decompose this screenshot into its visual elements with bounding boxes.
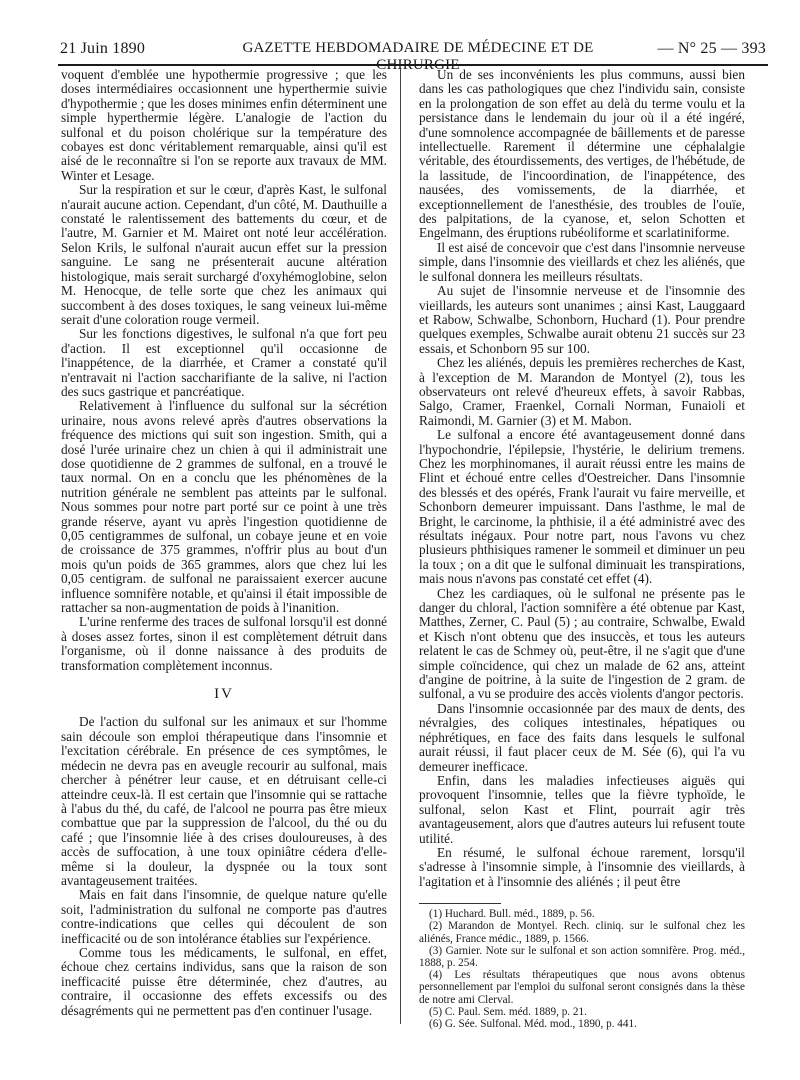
issue-date: 21 Juin 1890	[60, 40, 146, 57]
paragraph: L'urine renferme des traces de sulfonal lorsqu'il est donné à doses assez fortes, sinon il est complètement détruit dans l'organisme, où il donne naissance à des produits de transformation complètement inconnus.	[61, 614, 387, 673]
footnote-rule	[419, 903, 501, 904]
paragraph: Dans l'insomnie occasionnée par des maux de dents, des névralgies, des coliques intestinales, hépatiques ou néphrétiques, en face des faits dans lesquels le sulfonal aurait réussi, il faut placer ceux de M. Sée (6), qui l'a vu demeurer inefficace.	[419, 700, 745, 774]
paragraph: Relativement à l'influence du sulfonal sur la sécrétion urinaire, nous avons relevé après d'autres observations la fréquence des mictions qui suit son ingestion. Smith, qui a dosé l'urée urinaire chez un chien à qui il administrait une dose quotidienne de 2 grammes de sulfonal, en a trouvé le taux normal. On en a conclu que les phénomènes de la nutrition générale ne semblent pas atteints par le sulfonal. Nous sommes pour notre part porté sur ce point à une très grande réserve, ayant vu après l'ingestion quotidienne de 0,05 centigrammes de sulfonal, un cobaye jeune et en voie de croissance de 375 grammes, n'offrir plus au bout d'un mois qu'un poids de 365 grammes, alors que chez lui les 0,05 centigram. de sulfonal ne paraissaient exercer aucune influence somnifère notable, et qu'ainsi il était impossible de rattacher sa non-augmentation de poids à l'inanition.	[61, 398, 387, 616]
footnote: (4) Les résultats thérapeutiques que nous avons obtenus personnellement par l'emploi du sulfonal seront consignés dans la thèse de notre ami Clerval.	[419, 969, 745, 1006]
footnotes	[419, 908, 745, 1030]
paragraph: Comme tous les médicaments, le sulfonal, en effet, échoue chez certains individus, sans que la raison de son inefficacité puisse être déterminée, chez d'autres, au contraire, il occasionne des effets excessifs ou des désagréments qui ne permettent pas d'en continuer l'usage.	[61, 944, 387, 1018]
header-rule	[58, 64, 768, 66]
paragraph: Un de ses inconvénients les plus communs, aussi bien dans les cas pathologiques que chez l'individu sain, consiste en la prolongation de son effet au delà du terme voulu et la persistance dans le lendemain du jour où il a été ingéré, d'une somnolence accompagnée de bâillements et de paresse intellectuelle. Rarement il détermine une céphalalgie véritable, des étourdissements, des vertiges, de l'hébétude, de la lassitude, de l'incoordination, de l'inappétence, des nausées, des vomissements, de la diarrhée, et exceptionnellement de l'anesthésie, des troubles de l'ouïe, des palpitations, de la cyanose, et, selon Schotten et Engelmann, des éruptions rubéoliforme et scarlatiniforme.	[419, 67, 745, 241]
paragraph: Chez les cardiaques, où le sulfonal ne présente pas le danger du chloral, l'action somnifère a été obtenue par Kast, Matthes, Zerner, C. Paul (5) ; au contraire, Schwalbe, Ewald et Kisch n'ont obtenu que des insuccès, et tous les auteurs relatent le cas de Schmey où, peut-être, il ne s'agit que d'une simple coïncidence, qui chez un malade de 62 ans, atteint d'angine de poitrine, à la suite de l'ingestion de 2 gram. de sulfonal, a vu se produire des accès violents d'angor pectoris.	[419, 585, 745, 702]
footnote: (2) Marandon de Montyel. Rech. cliniq. sur le sulfonal chez les aliénés, France médic., 1889, p. 1566.	[419, 920, 745, 945]
paragraph: Enfin, dans les maladies infectieuses aiguës qui provoquent l'insomnie, telles que la fièvre typhoïde, le sulfonal, selon Kast et Flint, pourrait agir très avantageusement, alors que d'autres auteurs lui refusent toute utilité.	[419, 772, 745, 846]
paragraph: Chez les aliénés, depuis les premières recherches de Kast, à l'exception de M. Marandon de Montyel (2), tous les observateurs ont relevé d'heureux effets, à savoir Rabbas, Salgo, Cramer, Fraenkel, Cornali Norman, Funaioli et Raimondi, M. Garnier (3) et M. Mabon.	[419, 355, 745, 428]
issue-and-page-number: — N° 25 — 393	[657, 40, 766, 57]
right-column	[419, 68, 745, 1030]
paragraph: De l'action du sulfonal sur les animaux et sur l'homme sain découle son emploi thérapeutique dans l'insomnie et l'excitation cérébrale. En présence de ces symptômes, le médecin ne devra pas en aveugle recourir au sulfonal, mais chercher à pénétrer leur cause, et en détruisant celle-ci atteindre ceux-là. Il est certain que l'insomnie qui se rattache à l'abus du thé, du café, de l'alcool ne pourra pas être mieux combattue que par la suppression de l'alcool, du thé ou du café ; que l'insomnie liée à des crises douloureuses, à des accès de suffocation, à une toux opiniâtre cédera d'elle-même si la douleur, la dyspnée ou la toux sont avantageusement traitées.	[61, 714, 387, 888]
column-divider	[400, 68, 401, 1024]
footnote: (6) G. Sée. Sulfonal. Méd. mod., 1890, p. 441.	[429, 1017, 637, 1030]
footnote: (1) Huchard. Bull. méd., 1889, p. 56.	[429, 908, 595, 921]
paragraph: En résumé, le sulfonal échoue rarement, lorsqu'il s'adresse à l'insomnie simple, à l'insomnie des vieillards, à l'agitation et à l'insomnie des aliénés ; il peut être	[419, 844, 745, 889]
paragraph: Il est aisé de concevoir que c'est dans l'insomnie nerveuse simple, dans l'insomnie des vieillards et chez les aliénés, que le sulfonal donnera les meilleurs résultats.	[419, 239, 745, 284]
running-header	[60, 38, 766, 73]
paragraph: Le sulfonal a encore été avantageusement donné dans l'hypochondrie, l'épilepsie, l'hystérie, le delirium tremens. Chez les morphinomanes, il aurait réussi entre les mains de Flint et échoué entre celles d'Oestreicher. Dans l'insomnie des blessés et des opérés, Frank l'aurait vu faire merveille, et Schonborn demeurer impuissant. Dans l'asthme, le mal de Bright, le carcinome, la phthisie, il a été administré avec des résultats inégaux. Pour notre part, nous l'avons vu chez plusieurs phthisiques ramener le sommeil et diminuer un peu la toux ; on a dit que le sulfonal diminuait les transpirations, mais nous n'avons pas constaté cet effet (4).	[419, 427, 745, 587]
footnote: (3) Garnier. Note sur le sulfonal et son action somnifère. Prog. méd., 1888, p. 254.	[419, 944, 745, 969]
paragraph: voquent d'emblée une hypothermie progressive ; que les doses intermédiaires occasionnent une hyperthermie suivie d'hypothermie ; que les doses minimes enfin déterminent une simple hyperthermie légère. L'analogie de l'action du sulfonal et du poison cholérique sur la température des cobayes est donc véritablement remarquable, ainsi qu'il est aisé de le reconnaître si l'on se reporte aux travaux de MM. Winter et Lesage.	[61, 67, 387, 183]
paragraph: Sur la respiration et sur le cœur, d'après Kast, le sulfonal n'aurait aucune action. Cependant, d'un côté, M. Dauthuille a constaté le ralentissement des battements du cœur, et de l'autre, M. Garnier et M. Mairet ont noté leur accélération. Selon Krils, le sulfonal n'aurait aucun effet sur la pression sanguine. Le sang ne présenterait aucune altération histologique, mais serait surchargé d'oxyhémoglobine, selon M. Henocque, de telle sorte que chez les animaux qui succombent à des doses toxiques, le sang veineux lui-même serait d'une coloration rouge vermeil.	[61, 182, 387, 327]
paragraph: Sur les fonctions digestives, le sulfonal n'a que fort peu d'action. Il est exceptionnel qu'il occasionne de l'inappétence, de la diarrhée, et Cramer a constaté qu'il n'entravait ni l'action saccharifiante de la salive, ni l'action des sucs gastrique et pancréatique.	[61, 326, 387, 399]
left-column	[61, 68, 387, 1018]
section-heading: IV	[214, 686, 234, 703]
footnote: (5) C. Paul. Sem. méd. 1889, p. 21.	[429, 1005, 587, 1018]
paragraph: Mais en fait dans l'insomnie, de quelque nature qu'elle soit, l'administration du sulfonal ne comporte pas d'autres contre-indications que celles qui découlent de son inefficacité ou de son intolérance établies sur l'expérience.	[61, 887, 387, 946]
journal-title: GAZETTE HEBDOMADAIRE DE MÉDECINE ET DE CHIRURGIE	[242, 40, 594, 73]
paragraph: Au sujet de l'insomnie nerveuse et de l'insomnie des vieillards, les auteurs sont unanimes ; ainsi Kast, Lauggaard et Rabow, Schwalbe, Schonborn, Huchard (1). Pour prendre quelques exemples, Schwalbe aurait obtenu 21 succès sur 23 essais, et Schonborn 95 sur 100.	[419, 283, 745, 356]
